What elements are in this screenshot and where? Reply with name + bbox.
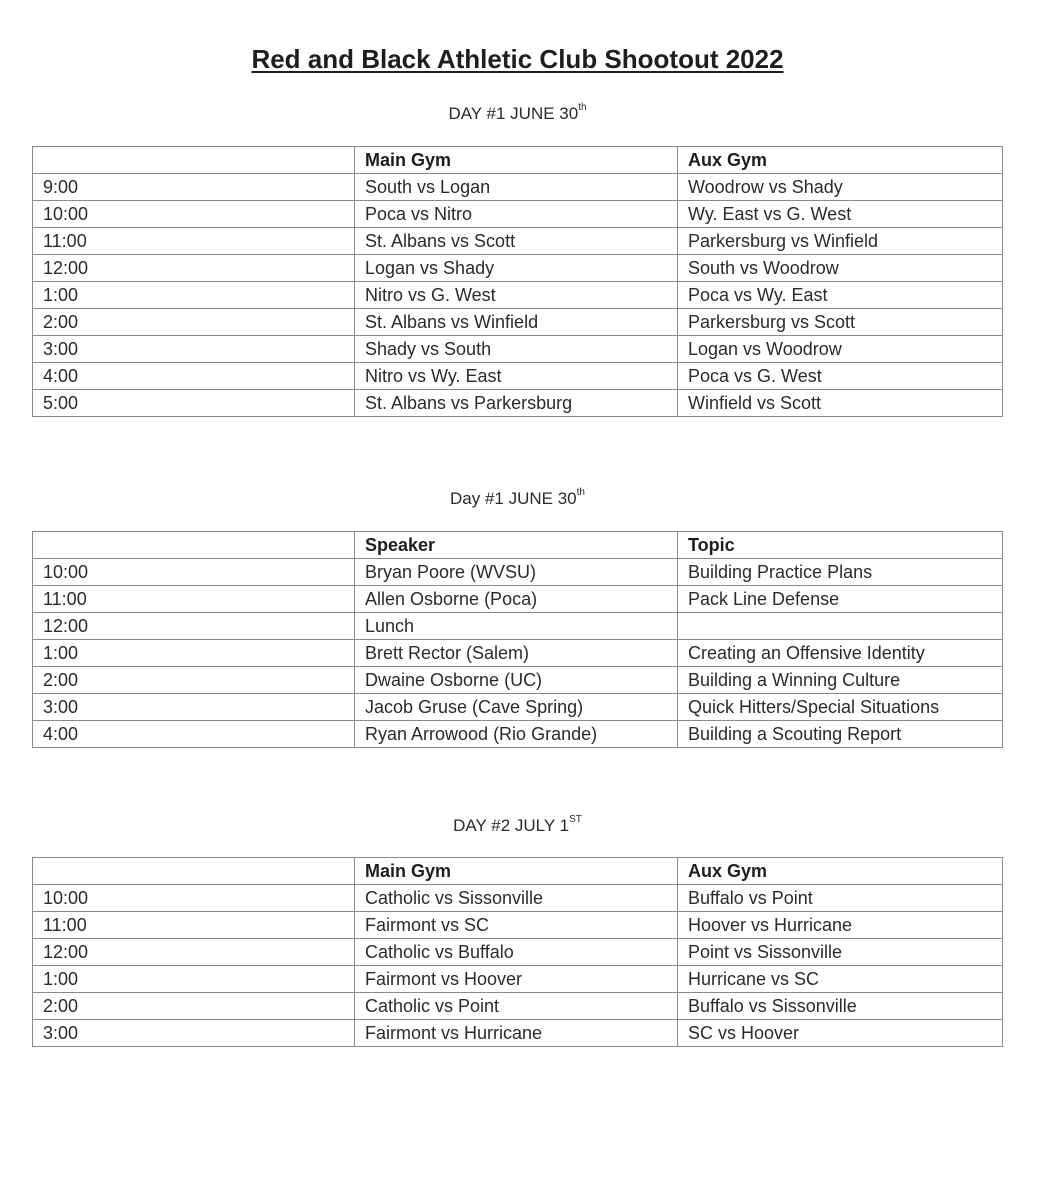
table-cell: Quick Hitters/Special Situations xyxy=(678,694,1003,721)
time-cell: 2:00 xyxy=(33,667,355,694)
section-3-heading-text: DAY #2 JULY 1 xyxy=(453,816,570,835)
time-cell: 9:00 xyxy=(33,174,355,201)
table-cell: Building a Winning Culture xyxy=(678,667,1003,694)
table-cell: St. Albans vs Winfield xyxy=(355,309,678,336)
table-cell: Poca vs Nitro xyxy=(355,201,678,228)
header-cell: Topic xyxy=(678,532,1003,559)
section-3-heading-sup: ST xyxy=(569,814,582,825)
table-header-row xyxy=(33,858,1003,885)
time-cell: 3:00 xyxy=(33,694,355,721)
table-row xyxy=(33,993,1003,1020)
header-cell: Aux Gym xyxy=(678,858,1003,885)
time-cell: 1:00 xyxy=(33,282,355,309)
table-cell: Jacob Gruse (Cave Spring) xyxy=(355,694,678,721)
table-row xyxy=(33,667,1003,694)
table-cell: Brett Rector (Salem) xyxy=(355,640,678,667)
time-cell: 11:00 xyxy=(33,586,355,613)
table-cell: Wy. East vs G. West xyxy=(678,201,1003,228)
table-cell: Lunch xyxy=(355,613,678,640)
table-row xyxy=(33,309,1003,336)
table-cell: Logan vs Shady xyxy=(355,255,678,282)
section-1-table xyxy=(32,146,1003,417)
table-cell: Catholic vs Point xyxy=(355,993,678,1020)
table-cell: Nitro vs Wy. East xyxy=(355,363,678,390)
table-cell: St. Albans vs Parkersburg xyxy=(355,390,678,417)
table-row xyxy=(33,966,1003,993)
table-cell: Parkersburg vs Winfield xyxy=(678,228,1003,255)
table-cell: Fairmont vs Hoover xyxy=(355,966,678,993)
time-cell: 12:00 xyxy=(33,939,355,966)
table-cell: Poca vs G. West xyxy=(678,363,1003,390)
time-cell: 2:00 xyxy=(33,309,355,336)
table-row xyxy=(33,721,1003,748)
time-cell: 1:00 xyxy=(33,966,355,993)
table-row xyxy=(33,939,1003,966)
section-1-heading xyxy=(0,104,1035,124)
table-cell: Catholic vs Sissonville xyxy=(355,885,678,912)
table-cell: Ryan Arrowood (Rio Grande) xyxy=(355,721,678,748)
time-cell: 5:00 xyxy=(33,390,355,417)
section-2-heading-text: Day #1 JUNE 30 xyxy=(450,489,577,508)
header-cell: Main Gym xyxy=(355,147,678,174)
table-cell: Building a Scouting Report xyxy=(678,721,1003,748)
time-cell: 11:00 xyxy=(33,228,355,255)
time-cell: 3:00 xyxy=(33,336,355,363)
table-header-row xyxy=(33,532,1003,559)
table-row xyxy=(33,201,1003,228)
table-cell: Buffalo vs Sissonville xyxy=(678,993,1003,1020)
table-row xyxy=(33,255,1003,282)
header-cell: Speaker xyxy=(355,532,678,559)
table-row xyxy=(33,228,1003,255)
table-row xyxy=(33,912,1003,939)
table-row xyxy=(33,885,1003,912)
table-cell: South vs Woodrow xyxy=(678,255,1003,282)
section-1-heading-text: DAY #1 JUNE 30 xyxy=(448,104,579,123)
table-header-row xyxy=(33,147,1003,174)
table-cell: Hoover vs Hurricane xyxy=(678,912,1003,939)
table-row xyxy=(33,694,1003,721)
table-cell: Shady vs South xyxy=(355,336,678,363)
table-cell: Fairmont vs Hurricane xyxy=(355,1020,678,1047)
table-cell: Parkersburg vs Scott xyxy=(678,309,1003,336)
table-cell: Hurricane vs SC xyxy=(678,966,1003,993)
header-cell xyxy=(33,532,355,559)
table-cell: Bryan Poore (WVSU) xyxy=(355,559,678,586)
section-3-heading xyxy=(0,816,1035,836)
time-cell: 11:00 xyxy=(33,912,355,939)
table-cell: Point vs Sissonville xyxy=(678,939,1003,966)
table-cell: Dwaine Osborne (UC) xyxy=(355,667,678,694)
table-cell: Buffalo vs Point xyxy=(678,885,1003,912)
header-cell: Aux Gym xyxy=(678,147,1003,174)
table-row xyxy=(33,282,1003,309)
time-cell: 12:00 xyxy=(33,613,355,640)
table-row xyxy=(33,640,1003,667)
section-2-heading-sup: th xyxy=(576,487,585,498)
section-2-heading xyxy=(0,489,1035,509)
time-cell: 4:00 xyxy=(33,363,355,390)
time-cell: 12:00 xyxy=(33,255,355,282)
section-2-table xyxy=(32,531,1003,748)
table-cell: St. Albans vs Scott xyxy=(355,228,678,255)
time-cell: 4:00 xyxy=(33,721,355,748)
table-row xyxy=(33,586,1003,613)
table-cell: Creating an Offensive Identity xyxy=(678,640,1003,667)
time-cell: 10:00 xyxy=(33,201,355,228)
table-row xyxy=(33,559,1003,586)
time-cell: 3:00 xyxy=(33,1020,355,1047)
table-row xyxy=(33,336,1003,363)
table-cell: Fairmont vs SC xyxy=(355,912,678,939)
table-cell: Catholic vs Buffalo xyxy=(355,939,678,966)
time-cell: 10:00 xyxy=(33,559,355,586)
table-cell: South vs Logan xyxy=(355,174,678,201)
section-3-table xyxy=(32,857,1003,1047)
table-cell: Nitro vs G. West xyxy=(355,282,678,309)
table-row xyxy=(33,363,1003,390)
header-cell xyxy=(33,858,355,885)
table-cell: Woodrow vs Shady xyxy=(678,174,1003,201)
time-cell: 10:00 xyxy=(33,885,355,912)
document-title: Red and Black Athletic Club Shootout 2022 xyxy=(251,44,784,74)
table-cell: Allen Osborne (Poca) xyxy=(355,586,678,613)
table-cell: SC vs Hoover xyxy=(678,1020,1003,1047)
time-cell: 2:00 xyxy=(33,993,355,1020)
table-cell xyxy=(678,613,1003,640)
table-cell: Poca vs Wy. East xyxy=(678,282,1003,309)
table-cell: Winfield vs Scott xyxy=(678,390,1003,417)
section-1-heading-sup: th xyxy=(578,102,587,113)
table-row xyxy=(33,613,1003,640)
table-row xyxy=(33,174,1003,201)
table-cell: Pack Line Defense xyxy=(678,586,1003,613)
table-row xyxy=(33,1020,1003,1047)
table-cell: Building Practice Plans xyxy=(678,559,1003,586)
time-cell: 1:00 xyxy=(33,640,355,667)
table-cell: Logan vs Woodrow xyxy=(678,336,1003,363)
table-row xyxy=(33,390,1003,417)
header-cell: Main Gym xyxy=(355,858,678,885)
header-cell xyxy=(33,147,355,174)
